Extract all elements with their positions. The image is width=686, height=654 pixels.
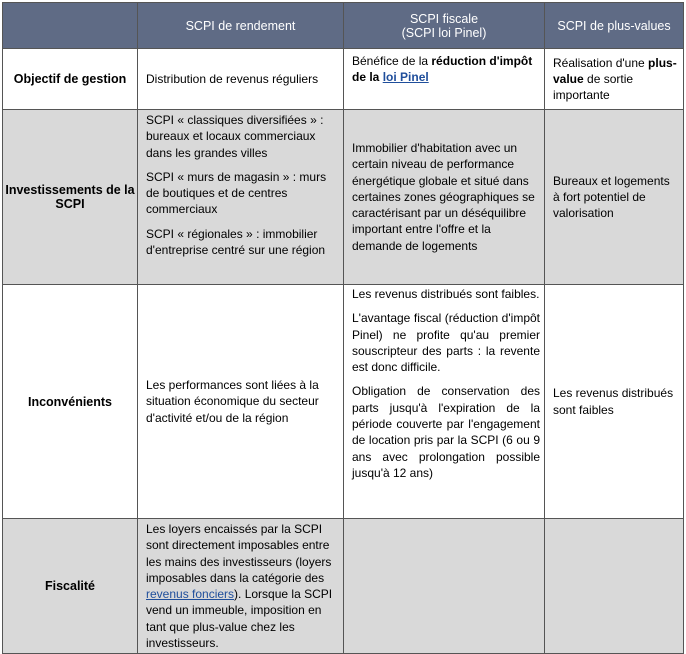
- cell-investissements-plus-values: [545, 110, 684, 285]
- scpi-comparison-table: [2, 2, 684, 654]
- cell-fiscalite-plus-values: [545, 519, 684, 654]
- row-label-fiscalite: Fiscalité: [3, 519, 138, 654]
- fiscalite-post: ). Lorsque la SCPI vend un immeuble, imposition en tant que plus-value chez les investisseurs.: [146, 587, 333, 651]
- row-label-objectif: Objectif de gestion: [3, 49, 138, 110]
- row-inconvenients: [3, 285, 684, 519]
- inconv-fiscale-p3: Obligation de conservation des parts jusqu'à l'expiration de la période couverte par l'engagement de location pris par la SCPI (6 ou 9 ans avec prolongation possible jusqu'à 12 ans): [352, 384, 540, 480]
- fiscalite-pre: Les loyers encaissés par la SCPI sont directement imposables entre les mains des investisseurs (loyers imposables dans la catégorie des: [146, 522, 332, 585]
- objectif-pv-pre: Réalisation d'une: [553, 55, 649, 70]
- cell-objectif-fiscale: [344, 49, 545, 110]
- cell-investissements-rendement: [138, 110, 344, 285]
- row-label-investissements: Investissements de la SCPI: [3, 110, 138, 285]
- inconv-fiscale-p1: Les revenus distribués sont faibles.: [352, 287, 540, 301]
- header-scpi-fiscale: [344, 3, 545, 49]
- inconv-fiscale-p2: L'avantage fiscal (réduction d'impôt Pinel) ne profite qu'au premier souscripteur des parts : la revente est donc difficile.: [352, 311, 540, 375]
- cell-text: Bureaux et logements à fort potentiel de valorisation: [553, 173, 670, 221]
- revenus-fonciers-link[interactable]: revenus fonciers: [146, 587, 235, 602]
- cell-investissements-fiscale: [344, 110, 545, 285]
- header-scpi-rendement: SCPI de rendement: [138, 3, 344, 49]
- row-label-inconvenients: Inconvénients: [3, 285, 138, 519]
- cell-inconvenients-plus-values: [545, 285, 684, 519]
- objectif-pv-post: de sortie importante: [553, 71, 634, 103]
- header-scpi-fiscale-line2: (SCPI loi Pinel): [401, 25, 487, 40]
- loi-pinel-link[interactable]: loi Pinel: [382, 70, 429, 85]
- cell-text: Distribution de revenus réguliers: [146, 71, 319, 86]
- cell-inconvenients-rendement: [138, 285, 344, 519]
- row-objectif: [3, 49, 684, 110]
- header-scpi-plus-values: SCPI de plus-values: [545, 3, 684, 49]
- cell-inconvenients-fiscale: [344, 285, 545, 519]
- cell-fiscalite-rendement: [138, 519, 344, 654]
- cell-objectif-plus-values: [545, 49, 684, 110]
- header-scpi-fiscale-line1: SCPI fiscale: [409, 11, 479, 26]
- cell-objectif-rendement: [138, 49, 344, 110]
- invest-rendement-p3: SCPI « régionales » : immobilier d'entreprise centré sur une région: [146, 226, 326, 258]
- objectif-fiscale-pre: Bénéfice de la: [352, 54, 432, 68]
- header-row: [3, 3, 684, 49]
- invest-rendement-p2: SCPI « murs de magasin » : murs de boutiques et de centres commerciaux: [146, 169, 327, 217]
- row-fiscalite: [3, 519, 684, 654]
- header-empty-cell: [3, 3, 138, 49]
- objectif-pv-bold: plus-value: [553, 55, 677, 86]
- row-investissements: [3, 110, 684, 285]
- invest-rendement-p1: SCPI « classiques diversifiées » : bureaux et locaux commerciaux dans les grandes villes: [146, 113, 324, 160]
- objectif-fiscale-bold: réduction d'impôt de la: [352, 54, 533, 85]
- cell-fiscalite-fiscale: [344, 519, 545, 654]
- cell-text: Les revenus distribués sont faibles: [553, 386, 674, 417]
- cell-text: Les performances sont liées à la situation économique du secteur d'activité et/ou de la région: [146, 378, 319, 425]
- cell-text: Immobilier d'habitation avec un certain niveau de performance énergétique globale et situé dans certaines zones géographiques se caractérisant par un déséquilibre important entre l'offre et la demande de logements: [352, 140, 535, 253]
